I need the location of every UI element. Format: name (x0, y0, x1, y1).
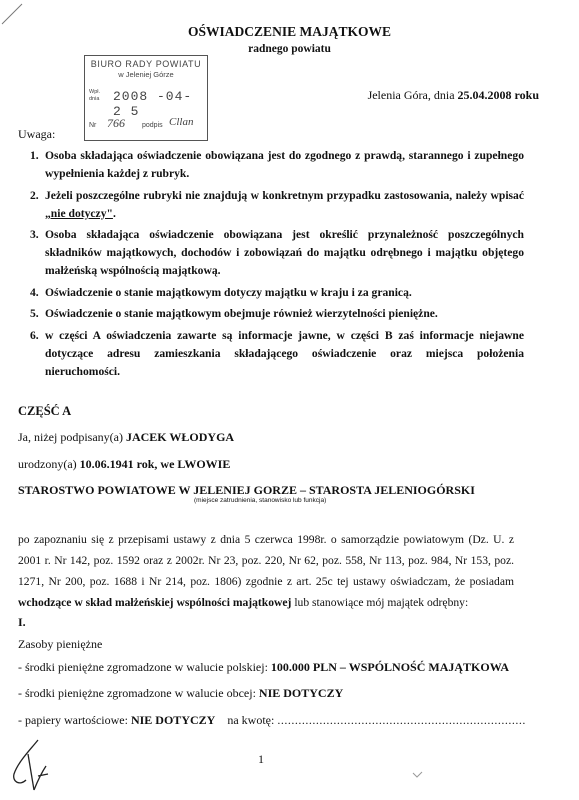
section-roman-one: I. (18, 615, 26, 629)
registry-stamp (84, 55, 208, 141)
born-line: urodzony(a) 10.06.1941 rok, we LWOWIE (18, 457, 231, 471)
list-item: 5. Oświadczenie o stanie majątkowym obejmuje również wierzytelności pieniężne. (30, 307, 438, 320)
stamp-signature: Cllan (169, 116, 194, 128)
list-item: 4. Oświadczenie o stanie majątkowym dotyczy majątku w kraju i za granicą. (30, 285, 412, 299)
employer-line: STAROSTWO POWIATOWE W JELENIEJ GORZE – STAROSTA JELENIOGÓRSKI (18, 483, 475, 497)
stamp-podpis-label: podpis (142, 122, 163, 129)
stamp-nr-value: 766 (107, 116, 125, 130)
foreign-currency-value: NIE DOTYCZY (258, 686, 344, 700)
list-item: 2. Jeżeli poszczególne rubryki nie znajdują w konkretnym przypadku zastosowania, należy wpisać „nie dotyczy". (30, 188, 524, 220)
stamp-date: 2008 -04- 2 5 (113, 89, 193, 119)
stamp-nr-label: Nr (89, 122, 97, 129)
list-item: 1. Osoba składająca oświadczenie obowiązana jest do zgodnego z prawdą, starannego i zupełnego wypełnienia każdej z rubryk. (30, 149, 524, 180)
document-title: OŚWIADCZENIE MAJĄTKOWE (188, 24, 391, 39)
part-a-heading: CZĘŚĆ A (18, 404, 72, 418)
foreign-currency-line: - środki pieniężne zgromadzone w walucie obcej: NIE DOTYCZY (18, 686, 344, 700)
page-number: 1 (258, 752, 264, 766)
securities-value: NIE DOTYCZY (130, 713, 216, 727)
list-item: 3. Osoba składająca oświadczenie obowiązana jest określić przynależność poszczególnych składników majątkowych, dochodów i zobowiązań do majątku odrębnego i majątku objętego małżeńską wspólnością majątkową. (30, 228, 524, 277)
marital-property-emphasis: wchodzące w skład małżeńskiej wspólności majątkowej (18, 596, 292, 609)
declaration-paragraph: po zapoznaniu się z przepisami ustawy z dnia 5 czerwca 1998r. o samorządzie powiatowym (Dz. U. z 2001 r. Nr 142, poz. 1592 oraz z 2002r. Nr 23, poz. 220, Nr 62, poz. 558, Nr 113, poz. 984, Nr 153, poz. 1271, Nr 200, poz. 1688 i Nr 214, poz. 1806) zgodnie z art. 25c tej ustawy oświadczam, że posiadam wchodzące w skład małżeńskiej wspólności majątkowej lub stanowiące mój majątek odrębny: (18, 533, 514, 609)
place-date: Jelenia Góra, dnia 25.04.2008 roku (367, 88, 539, 102)
pln-line: - środki pieniężne zgromadzone w walucie polskiej: 100.000 PLN – WSPÓLNOŚĆ MAJĄTKOWA (18, 660, 510, 674)
zasoby-heading: Zasoby pieniężne (18, 637, 103, 651)
uwaga-label: Uwaga: (18, 127, 56, 141)
date-value: 25.04.2008 roku (457, 88, 539, 102)
signatory-name: JACEK WŁODYGA (125, 430, 235, 444)
instructions-list (30, 147, 524, 384)
scan-mark (412, 770, 424, 780)
document-subtitle: radnego powiatu (248, 43, 331, 55)
securities-line: - papiery wartościowe: NIE DOTYCZY na kwotę: ....................................................................... (18, 713, 526, 727)
stamp-office: BIURO RADY POWIATU (90, 59, 202, 69)
born-value: 10.06.1941 rok, we LWOWIE (79, 457, 231, 471)
stamp-city: w Jeleniej Górze (118, 70, 174, 79)
employer-caption: (miejsce zatrudnienia, stanowisko lub funkcja) (194, 497, 327, 504)
handwritten-initials (8, 736, 52, 794)
pln-value: 100.000 PLN – WSPÓLNOŚĆ MAJĄTKOWA (270, 660, 510, 674)
signed-line: Ja, niżej podpisany(a) JACEK WŁODYGA (18, 430, 235, 444)
list-item: 6. w części A oświadczenia zawarte są informacje jawne, w części B zaś informacje niejawne dotyczące adresu zamieszkania składającego oświadczenie oraz miejsca położenia nieruchomości. (30, 328, 524, 378)
stamp-received-label: Wpł. dnia (89, 89, 100, 102)
